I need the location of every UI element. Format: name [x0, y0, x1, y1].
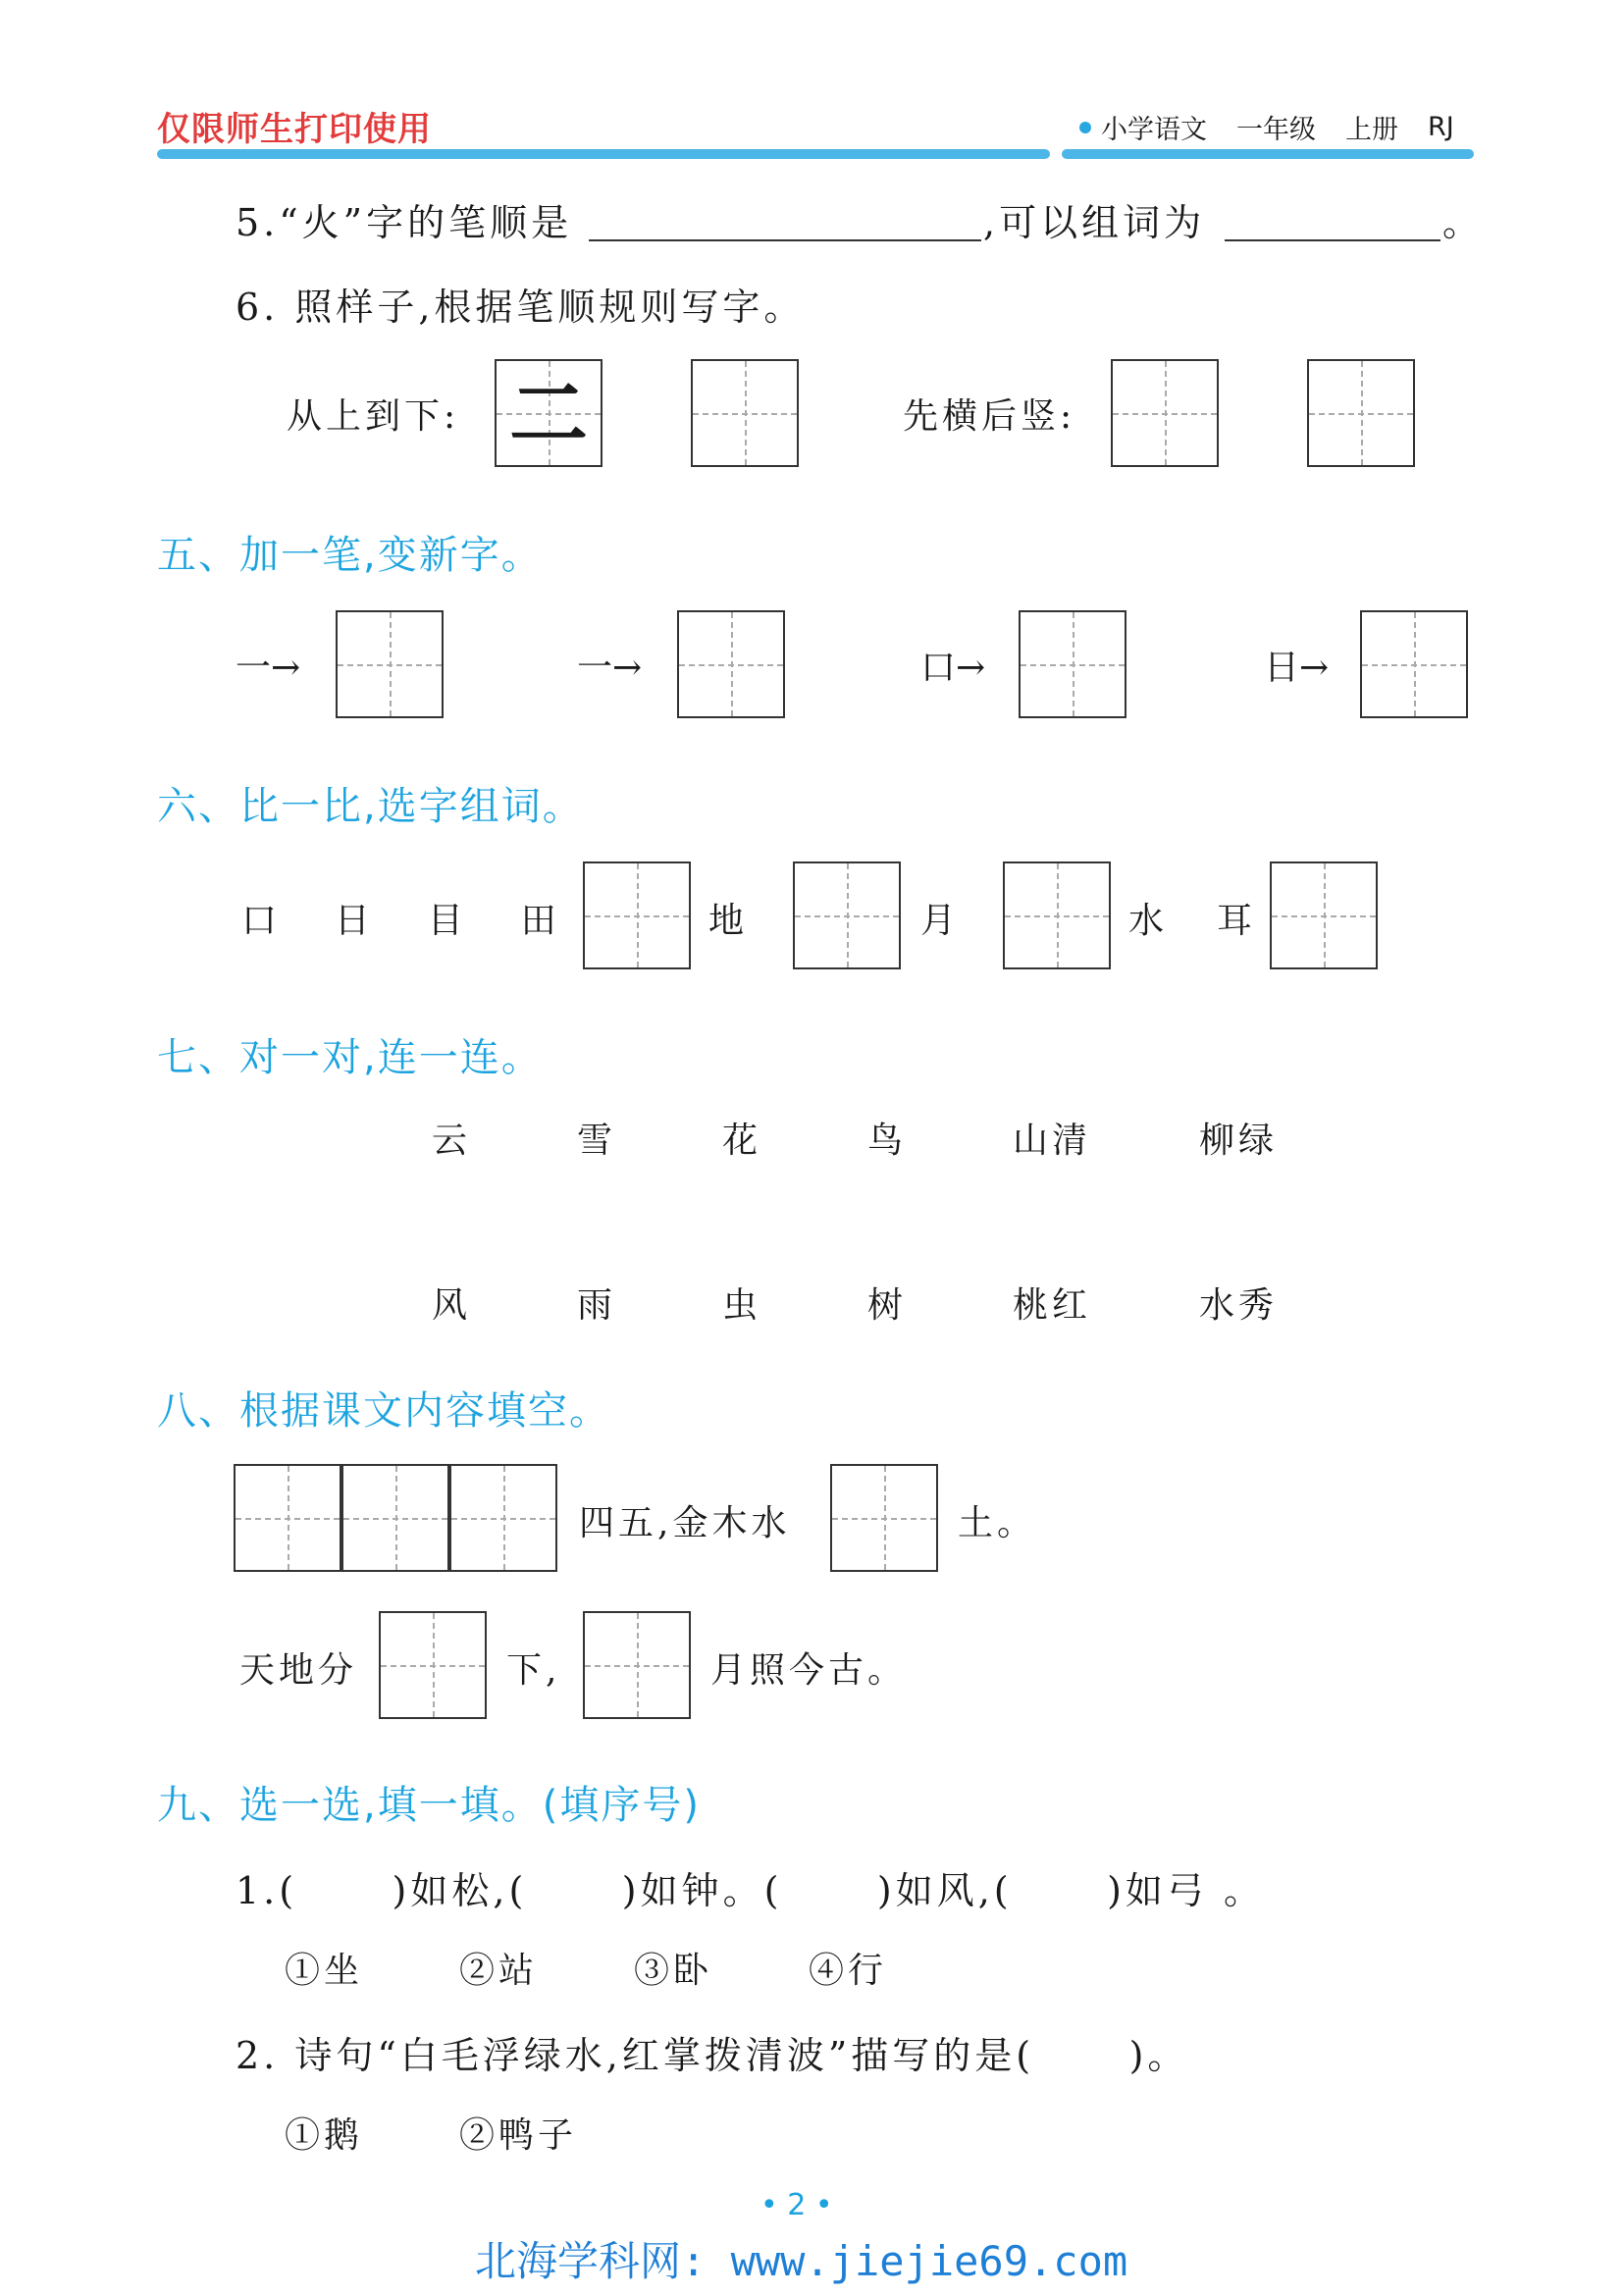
sec8-line1-end: 土。 [958, 1503, 1037, 1543]
sec7-top-1[interactable]: 云 [432, 1121, 472, 1161]
q5-text3: 。 [1442, 201, 1485, 244]
sec9-q1: 1.( )如松,( )如钟。( )如风,( )如弓 。 [236, 1869, 1265, 1912]
sec7-title: 七、对一对,连一连。 [157, 1035, 543, 1080]
sec8-line2-start: 天地分 [239, 1650, 358, 1691]
q5-blank-words[interactable] [1225, 239, 1441, 241]
sec8-box-4[interactable] [830, 1464, 938, 1572]
q5-text2: ,可以组词为 [983, 201, 1206, 244]
sec8-box-2[interactable] [341, 1464, 449, 1572]
header-subject: 小学语文 [1101, 115, 1207, 145]
sec8-box-6[interactable] [583, 1611, 691, 1719]
sec9-q1-opt-1: ①坐 [285, 1951, 364, 1991]
sec9-q1-opt-3: ③卧 [634, 1951, 713, 1991]
sec9-q1-opt-4: ④行 [809, 1951, 888, 1991]
sec5-item-2: 一→ [577, 648, 643, 688]
header-edition: RJ [1428, 112, 1454, 142]
sec6-box-3[interactable] [1003, 861, 1111, 969]
footer-site: 北海学科网: www.jiejie69.com [475, 2237, 1128, 2285]
sec8-line2-mid: 下, [506, 1650, 561, 1691]
header-bar-right [1062, 149, 1474, 159]
sec6-word-3: 水 [1128, 901, 1169, 941]
sec9-q1-opt-2: ②站 [459, 1951, 539, 1991]
bullet-dot-icon [1079, 122, 1091, 133]
sec7-bottom-2[interactable]: 雨 [577, 1285, 617, 1326]
sec9-q2-opt-2: ②鸭子 [459, 2115, 578, 2156]
sec5-box-2[interactable] [677, 610, 785, 718]
q5-text1: 5.“火”字的笔顺是 [236, 201, 573, 244]
sec7-top-4[interactable]: 鸟 [867, 1121, 908, 1161]
q6-rule1: 从上到下: [287, 396, 460, 437]
sec7-top-3[interactable]: 花 [722, 1121, 762, 1161]
sec7-bottom-4[interactable]: 树 [867, 1285, 908, 1326]
sec7-bottom-5[interactable]: 桃红 [1013, 1285, 1092, 1326]
header-bar-left [157, 149, 1050, 159]
sec8-box-5[interactable] [379, 1611, 487, 1719]
sec6-word-4: 耳 [1217, 901, 1257, 941]
sec7-top-2[interactable]: 雪 [577, 1121, 617, 1161]
q6-rule2: 先横后竖: [903, 396, 1076, 437]
q6-answer-box-3[interactable] [1307, 359, 1415, 467]
sec5-item-3: 口→ [920, 648, 986, 688]
sec7-bottom-3[interactable]: 虫 [722, 1285, 762, 1326]
page-number: • 2 • [760, 2188, 833, 2222]
header-info [1079, 108, 1484, 146]
sec6-box-1[interactable] [583, 861, 691, 969]
header-watermark: 仅限师生打印使用 [157, 110, 432, 149]
q6-sample-char: 二 [509, 368, 588, 460]
sec6-word-2: 月 [920, 901, 961, 941]
sec8-line1-mid: 四五,金木水 [579, 1503, 791, 1543]
q5-blank-strokes[interactable] [589, 239, 981, 241]
q6-answer-box-2[interactable] [1111, 359, 1219, 467]
sec8-line2-end: 月照今古。 [710, 1650, 908, 1691]
sec5-box-4[interactable] [1360, 610, 1468, 718]
sec6-title: 六、比一比,选字组词。 [157, 784, 584, 829]
q6-sample-box [495, 359, 602, 467]
sec9-q2: 2. 诗句“白毛浮绿水,红掌拨清波”描写的是( )。 [236, 2034, 1189, 2077]
sec7-bottom-6[interactable]: 水秀 [1199, 1285, 1279, 1326]
q6-text: 6. 照样子,根据笔顺规则写字。 [236, 286, 806, 329]
sec5-title: 五、加一笔,变新字。 [157, 533, 543, 578]
sec9-title: 九、选一选,填一填。(填序号) [157, 1783, 701, 1828]
header-volume: 上册 [1345, 115, 1398, 145]
q6-answer-box-1[interactable] [691, 359, 799, 467]
sec6-choices: 口 日 目 田 [241, 901, 568, 941]
sec6-box-2[interactable] [793, 861, 901, 969]
sec5-box-1[interactable] [336, 610, 444, 718]
sec5-box-3[interactable] [1019, 610, 1126, 718]
header-grade: 一年级 [1236, 115, 1316, 145]
sec7-top-5[interactable]: 山清 [1013, 1121, 1092, 1161]
sec8-title: 八、根据课文内容填空。 [157, 1388, 610, 1434]
sec6-word-1: 地 [708, 901, 749, 941]
sec9-q2-opt-1: ①鹅 [285, 2115, 364, 2156]
sec7-bottom-1[interactable]: 风 [432, 1285, 472, 1326]
sec8-box-3[interactable] [449, 1464, 557, 1572]
sec6-box-4[interactable] [1270, 861, 1378, 969]
sec7-top-6[interactable]: 柳绿 [1199, 1121, 1279, 1161]
sec5-item-4: 日→ [1264, 648, 1330, 688]
sec5-item-1: 一→ [236, 648, 301, 688]
sec8-box-1[interactable] [234, 1464, 341, 1572]
